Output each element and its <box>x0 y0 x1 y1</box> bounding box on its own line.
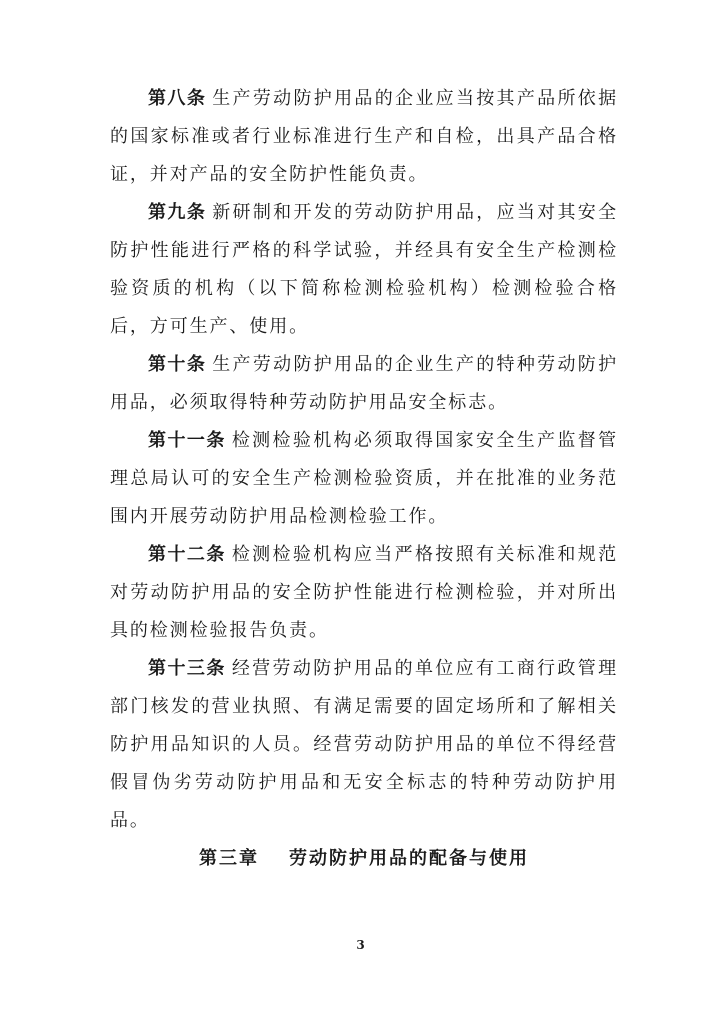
document-body <box>110 80 618 878</box>
chapter-heading <box>110 840 618 878</box>
article-number: 第十条 <box>148 354 207 375</box>
article-number: 第十三条 <box>148 658 226 679</box>
chapter-number: 第三章 <box>199 848 259 869</box>
article-10 <box>110 346 618 422</box>
page-number: 3 <box>356 938 365 952</box>
article-number: 第十一条 <box>148 430 226 451</box>
article-text: 生产劳动防护用品的企业应当按其产品所依据的国家标准或者行业标准进行生产和自检，出具产品合格证，并对产品的安全防护性能负责。 <box>110 88 619 185</box>
article-12 <box>110 536 618 650</box>
article-number: 第十二条 <box>148 544 226 565</box>
article-9 <box>110 194 618 346</box>
article-text: 检测检验机构应当严格按照有关标准和规范对劳动防护用品的安全防护性能进行检测检验，并对所出具的检测检验报告负责。 <box>110 544 619 641</box>
article-text: 新研制和开发的劳动防护用品，应当对其安全防护性能进行严格的科学试验，并经具有安全生产检测检验资质的机构（以下简称检测检验机构）检测检验合格后，方可生产、使用。 <box>110 202 619 337</box>
article-number: 第八条 <box>148 88 207 109</box>
article-11 <box>110 422 618 536</box>
article-8 <box>110 80 618 194</box>
article-number: 第九条 <box>148 202 207 223</box>
article-text: 经营劳动防护用品的单位应有工商行政管理部门核发的营业执照、有满足需要的固定场所和了解相关防护用品知识的人员。经营劳动防护用品的单位不得经营假冒伪劣劳动防护用品和无安全标志的特种劳动防护用品。 <box>110 658 619 831</box>
article-13 <box>110 650 618 840</box>
article-text: 检测检验机构必须取得国家安全生产监督管理总局认可的安全生产检测检验资质，并在批准的业务范围内开展劳动防护用品检测检验工作。 <box>110 430 619 527</box>
chapter-title: 劳动防护用品的配备与使用 <box>289 848 529 869</box>
article-text: 生产劳动防护用品的企业生产的特种劳动防护用品，必须取得特种劳动防护用品安全标志。 <box>110 354 619 413</box>
